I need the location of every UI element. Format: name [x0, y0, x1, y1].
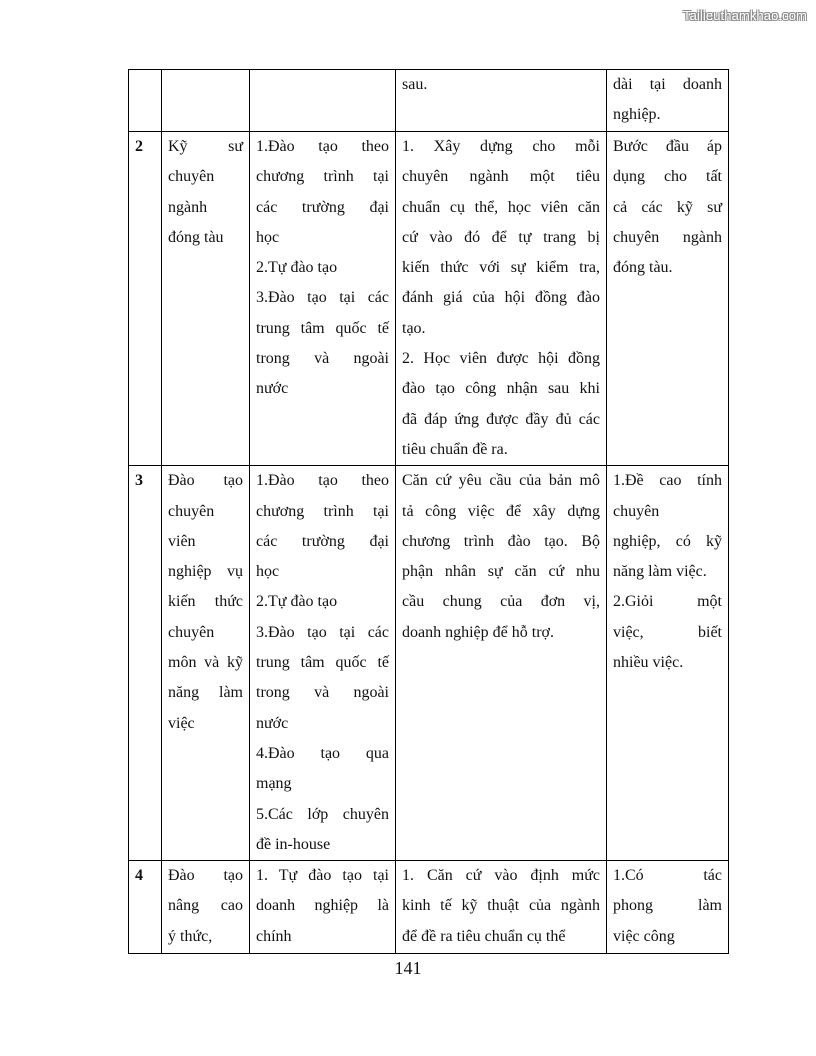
- cell-line: Căn cứ yêu cầu của bản mô: [402, 472, 600, 490]
- cell-line: 1.Có tác: [613, 867, 722, 885]
- watermark: Tailieuthamkhao.com: [682, 8, 807, 23]
- cell-col3: [396, 132, 607, 466]
- cell-line: việc công: [613, 927, 675, 945]
- cell-col3: [396, 70, 607, 132]
- cell-line: 2.Tự đào tạo: [256, 259, 338, 277]
- cell-line: chuyên ngành một tiêu: [402, 168, 600, 186]
- cell-line: chương trình tại: [256, 168, 389, 186]
- cell-line: dụng cho tất: [613, 168, 722, 186]
- cell-line: việc: [168, 714, 195, 732]
- row-number: 3: [129, 466, 162, 861]
- cell-line: ý thức,: [168, 927, 213, 945]
- cell-line: trung tâm quốc tế: [256, 654, 389, 672]
- cell-line: đã đáp ứng được đầy đủ các: [402, 410, 600, 428]
- cell-line: các trường đại: [256, 198, 389, 216]
- cell-line: 2. Học viên được hội đồng: [402, 350, 600, 368]
- cell-col4: [607, 861, 729, 954]
- cell-line: cả các kỹ sư: [613, 198, 722, 216]
- cell-line: đóng tàu.: [613, 259, 673, 277]
- cell-line: nghiệp.: [613, 106, 661, 124]
- table-row: [129, 70, 729, 132]
- cell-col2: [250, 861, 396, 954]
- cell-line: chuyên ngành: [613, 228, 722, 246]
- cell-line: chuyên: [613, 502, 660, 520]
- cell-line: chuẩn cụ thể, học viên căn: [402, 198, 600, 216]
- cell-line: chuyên: [168, 502, 215, 520]
- cell-col1: [162, 70, 250, 132]
- cell-line: 5.Các lớp chuyên: [256, 805, 389, 823]
- cell-col1: [162, 132, 250, 466]
- cell-line: 1. Tự đào tạo tại: [256, 867, 389, 885]
- cell-line: 1.Đề cao tính: [613, 472, 722, 490]
- table-row: [129, 861, 729, 954]
- cell-line: 1. Xây dựng cho mỗi: [402, 138, 600, 155]
- cell-line: chương trình tại: [256, 502, 389, 520]
- cell-line: nghiệp vụ: [168, 563, 243, 581]
- cell-line: tả công việc để xây dựng: [402, 502, 600, 520]
- cell-line: Đào tạo: [168, 472, 243, 490]
- cell-line: học: [256, 228, 280, 246]
- cell-line: sau.: [402, 76, 428, 93]
- cell-line: mạng: [256, 775, 292, 793]
- training-table: [128, 69, 729, 954]
- cell-line: 3.Đào tạo tại các: [256, 289, 389, 307]
- cell-line: phong làm: [613, 897, 722, 915]
- cell-line: 2.Tự đào tạo: [256, 593, 338, 611]
- cell-col2: [250, 70, 396, 132]
- cell-line: dài tại doanh: [613, 76, 722, 93]
- cell-line: trung tâm quốc tế: [256, 319, 389, 337]
- table-row: [129, 132, 729, 466]
- cell-line: 4.Đào tạo qua: [256, 744, 389, 762]
- cell-line: viên: [168, 532, 196, 550]
- cell-col2: [250, 132, 396, 466]
- cell-line: Đào tạo: [168, 867, 243, 885]
- cell-col1: [162, 861, 250, 954]
- cell-line: đề in-house: [256, 835, 331, 853]
- cell-line: doanh nghiệp để hỗ trợ.: [402, 623, 554, 641]
- cell-line: để đề ra tiêu chuẩn cụ thể: [402, 927, 566, 945]
- cell-line: 1. Căn cứ vào định mức: [402, 867, 600, 885]
- row-number: [129, 70, 162, 132]
- cell-line: tiêu chuẩn đề ra.: [402, 440, 508, 458]
- cell-line: nâng cao: [168, 897, 243, 915]
- cell-line: Kỹ sư: [168, 138, 243, 155]
- cell-col4: [607, 466, 729, 861]
- cell-line: kiến thức với sự kiểm tra,: [402, 259, 600, 277]
- cell-line: năng làm việc.: [613, 563, 707, 581]
- cell-line: cầu chung của đơn vị,: [402, 593, 600, 611]
- cell-col1: [162, 466, 250, 861]
- cell-line: chuyên: [168, 623, 215, 641]
- cell-line: trong và ngoài: [256, 350, 389, 368]
- cell-line: môn và kỹ: [168, 654, 243, 672]
- cell-line: đóng tàu: [168, 228, 224, 246]
- cell-line: trong và ngoài: [256, 684, 389, 702]
- cell-line: kiến thức: [168, 593, 243, 611]
- cell-line: nước: [256, 714, 289, 732]
- cell-line: phận nhân sự căn cứ nhu: [402, 563, 600, 581]
- table-row: [129, 466, 729, 861]
- cell-line: cứ vào đó để tự trang bị: [402, 228, 600, 246]
- cell-line: nhiều việc.: [613, 654, 684, 672]
- cell-line: chuyên: [168, 168, 215, 186]
- cell-line: đào tạo công nhận sau khi: [402, 380, 600, 398]
- cell-line: ngành: [168, 198, 208, 216]
- cell-line: đánh giá của hội đồng đào: [402, 289, 600, 307]
- cell-line: 1.Đào tạo theo: [256, 138, 389, 155]
- cell-col3: [396, 861, 607, 954]
- cell-line: nghiệp, có kỹ: [613, 532, 722, 550]
- page-number: 141: [394, 958, 422, 978]
- cell-line: năng làm: [168, 684, 243, 702]
- cell-line: nước: [256, 380, 289, 398]
- cell-col4: [607, 132, 729, 466]
- row-number: 4: [129, 861, 162, 954]
- cell-line: kinh tế kỹ thuật của ngành: [402, 897, 600, 915]
- cell-line: 2.Giỏi một: [613, 593, 722, 611]
- cell-col3: [396, 466, 607, 861]
- cell-line: doanh nghiệp là: [256, 897, 389, 915]
- cell-line: chính: [256, 927, 292, 945]
- row-number: 2: [129, 132, 162, 466]
- cell-line: học: [256, 563, 280, 581]
- cell-line: 3.Đào tạo tại các: [256, 623, 389, 641]
- cell-col4: [607, 70, 729, 132]
- cell-line: Bước đầu áp: [613, 138, 722, 155]
- cell-line: tạo.: [402, 319, 426, 337]
- cell-col2: [250, 466, 396, 861]
- cell-line: 1.Đào tạo theo: [256, 472, 389, 490]
- cell-line: chương trình đào tạo. Bộ: [402, 532, 600, 550]
- cell-line: các trường đại: [256, 532, 389, 550]
- cell-line: việc, biết: [613, 623, 722, 641]
